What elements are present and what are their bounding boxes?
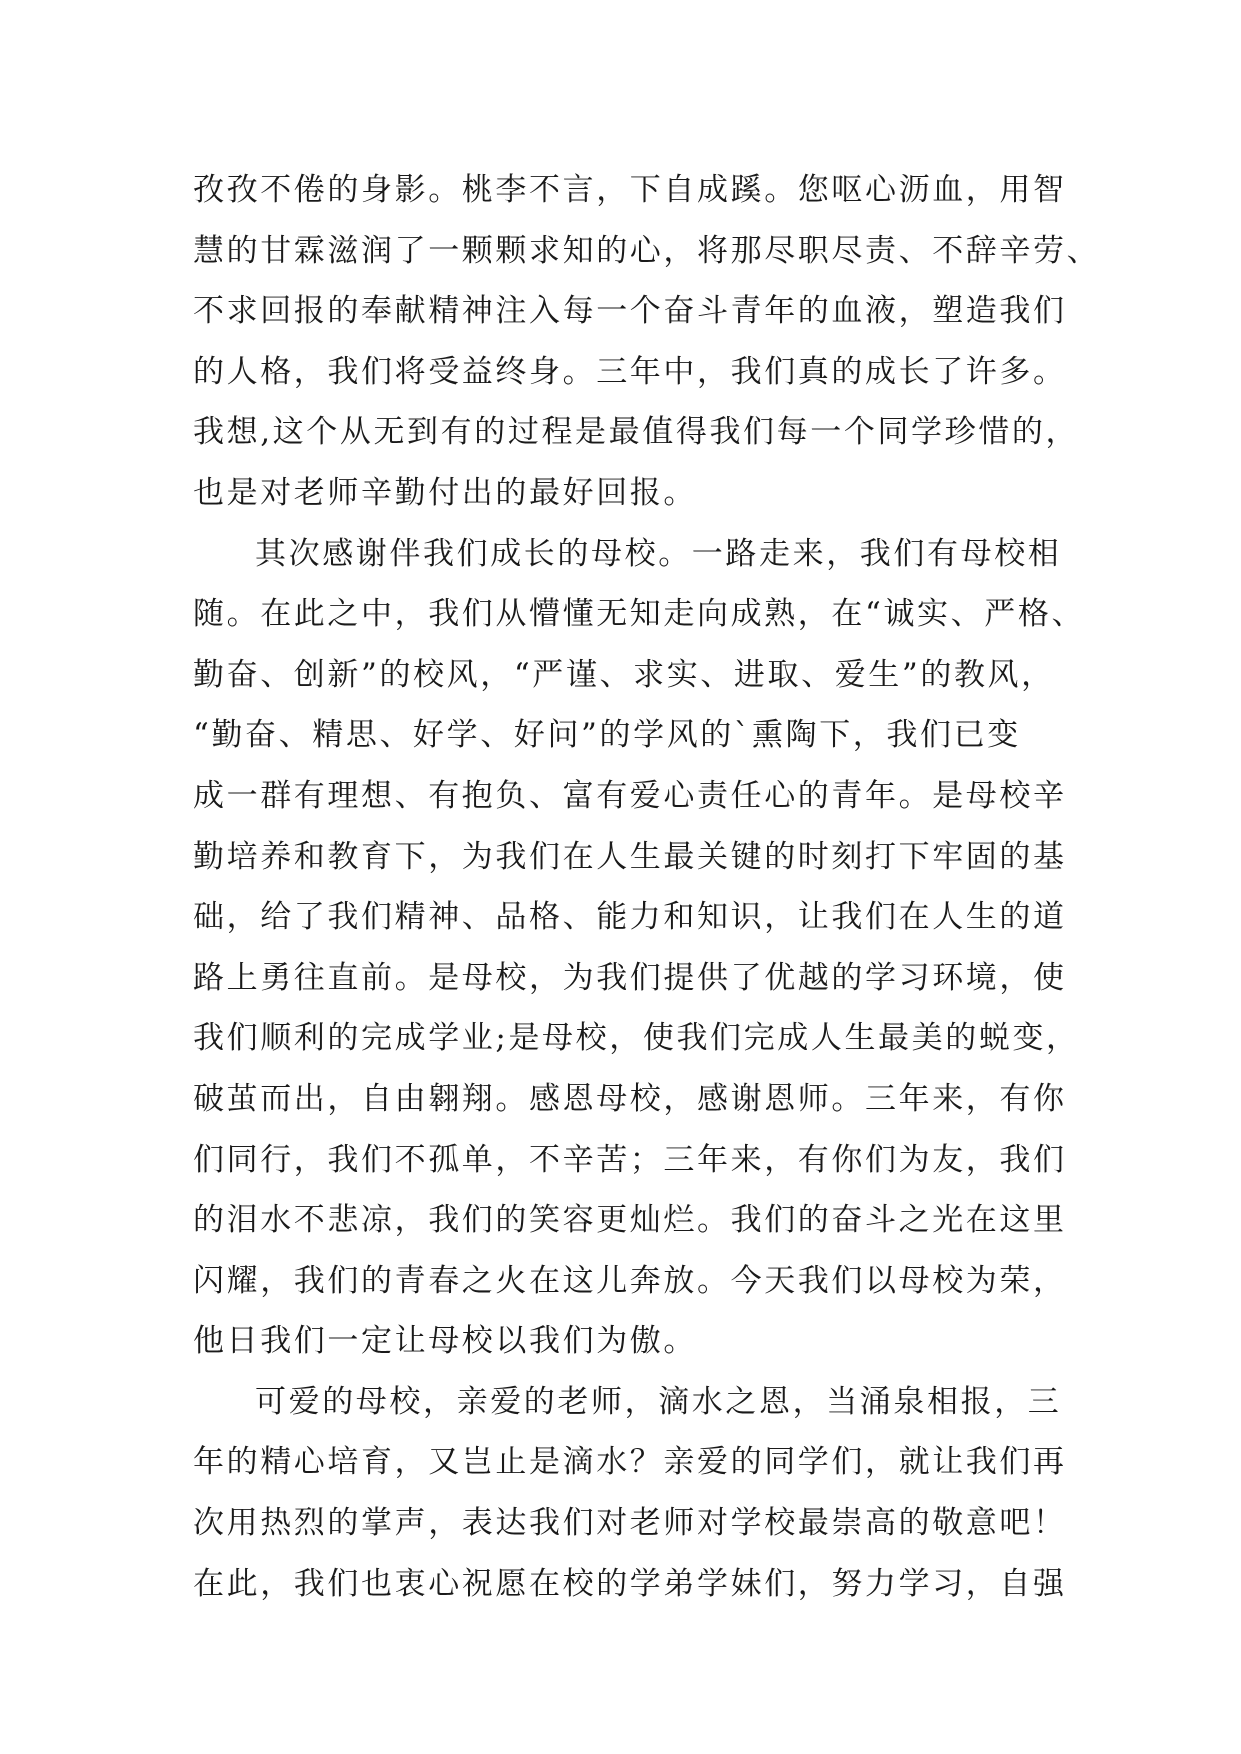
text-line: 在此，我们也衷心祝愿在校的学弟学妹们，努力学习，自强	[193, 1565, 1067, 1602]
text-line: 也是对老师辛勤付出的最好回报。	[193, 474, 697, 511]
text-line: 成一群有理想、有抱负、富有爱心责任心的青年。是母校辛	[193, 777, 1067, 814]
text-line: 的人格，我们将受益终身。三年中，我们真的成长了许多。	[193, 353, 1067, 390]
text-line: 勤奋、创新”的校风，“严谨、求实、进取、爱生”的教风，	[193, 656, 1055, 693]
text-line: “勤奋、精思、好学、好问”的学风的`熏陶下，我们已变	[193, 717, 1021, 754]
text-line: 慧的甘霖滋润了一颗颗求知的心，将那尽职尽责、不辞辛劳、	[193, 232, 1101, 269]
body-text	[193, 160, 1101, 1614]
text-line: 闪耀，我们的青春之火在这儿奔放。今天我们以母校为荣，	[193, 1262, 1067, 1299]
text-line: 勤培养和教育下，为我们在人生最关键的时刻打下牢固的基	[193, 838, 1067, 875]
text-line: 我们顺利的完成学业;是母校，使我们完成人生最美的蜕变，	[193, 1020, 1080, 1057]
paragraph-start-line: 可爱的母校，亲爱的老师，滴水之恩，当涌泉相报，三	[255, 1383, 1062, 1420]
text-line: 不求回报的奉献精神注入每一个奋斗青年的血液，塑造我们	[193, 293, 1067, 330]
text-line: 础，给了我们精神、品格、能力和知识，让我们在人生的道	[193, 899, 1067, 936]
text-line: 破茧而出，自由翱翔。感恩母校，感谢恩师。三年来，有你	[193, 1080, 1067, 1117]
text-line: 的泪水不悲凉，我们的笑容更灿烂。我们的奋斗之光在这里	[193, 1202, 1067, 1239]
text-line: 们同行，我们不孤单，不辛苦；三年来，有你们为友，我们	[193, 1141, 1067, 1178]
text-line: 随。在此之中，我们从懵懂无知走向成熟，在“诚实、严格、	[193, 596, 1086, 633]
text-line: 年的精心培育，又岂止是滴水？亲爱的同学们，就让我们再	[193, 1444, 1067, 1481]
text-line: 我想,这个从无到有的过程是最值得我们每一个同学珍惜的，	[193, 414, 1080, 451]
text-line: 次用热烈的掌声，表达我们对老师对学校最崇高的敬意吧！	[193, 1505, 1067, 1542]
text-line: 路上勇往直前。是母校，为我们提供了优越的学习环境，使	[193, 959, 1067, 996]
text-line: 他日我们一定让母校以我们为傲。	[193, 1323, 697, 1360]
text-line: 孜孜不倦的身影。桃李不言，下自成蹊。您呕心沥血，用智	[193, 172, 1067, 208]
paragraph-start-line: 其次感谢伴我们成长的母校。一路走来，我们有母校相	[255, 535, 1062, 572]
